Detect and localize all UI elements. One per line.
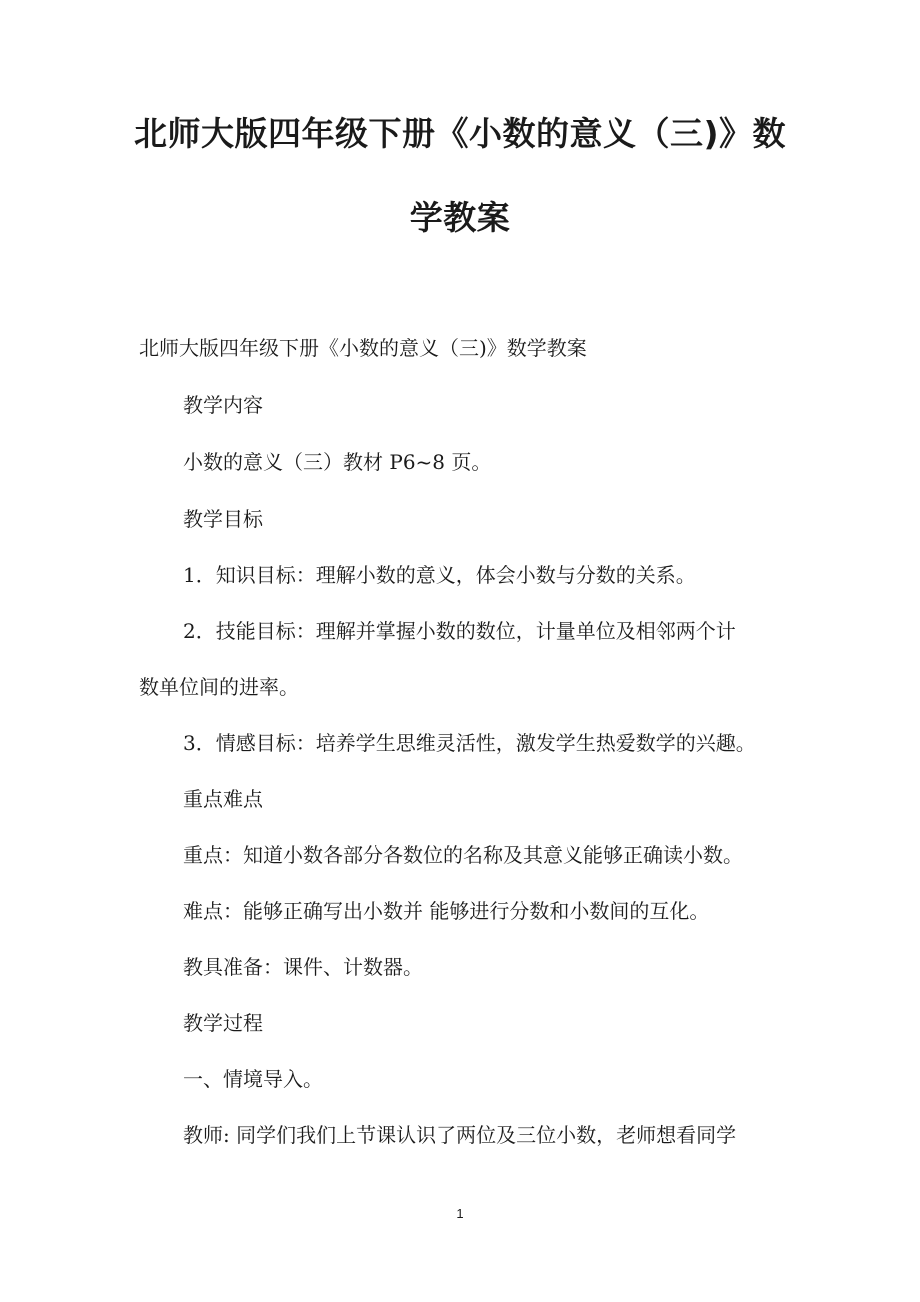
difficulty-text: 难点：能够正确写出小数并 能够进行分数和小数间的互化。: [183, 899, 710, 923]
paragraph-content-text: 小数的意义（三）教材 P6~8 页。: [183, 450, 492, 474]
key-point-text: 重点：知道小数各部分各数位的名称及其意义能够正确读小数。: [183, 843, 743, 867]
page-number: 1: [456, 1206, 464, 1221]
objective-emotion: 3．情感目标：培养学生思维灵活性，激发学生热爱数学的兴趣。: [183, 731, 756, 755]
teacher-dialogue: 教师: 同学们我们上节课认识了两位及三位小数，老师想看同学: [183, 1123, 737, 1147]
subtitle-paragraph: 北师大版四年级下册《小数的意义（三)》数学教案: [139, 336, 587, 360]
document-title-line-1: 北师大版四年级下册《小数的意义（三)》数: [133, 114, 787, 153]
section-heading-key-points: 重点难点: [183, 787, 263, 811]
document-title-line-2: 学教案: [409, 198, 511, 237]
process-step-intro: 一、情境导入。: [183, 1067, 323, 1091]
objective-skill: 2．技能目标：理解并掌握小数的数位，计量单位及相邻两个计: [183, 619, 736, 643]
section-heading-objectives: 教学目标: [183, 507, 263, 531]
objective-knowledge: 1．知识目标：理解小数的意义，体会小数与分数的关系。: [183, 563, 696, 587]
objective-skill-continued: 数单位间的进率。: [139, 675, 299, 699]
section-heading-content: 教学内容: [183, 393, 263, 417]
teaching-aids-text: 教具准备：课件、计数器。: [183, 955, 423, 979]
section-heading-process: 教学过程: [183, 1011, 263, 1035]
